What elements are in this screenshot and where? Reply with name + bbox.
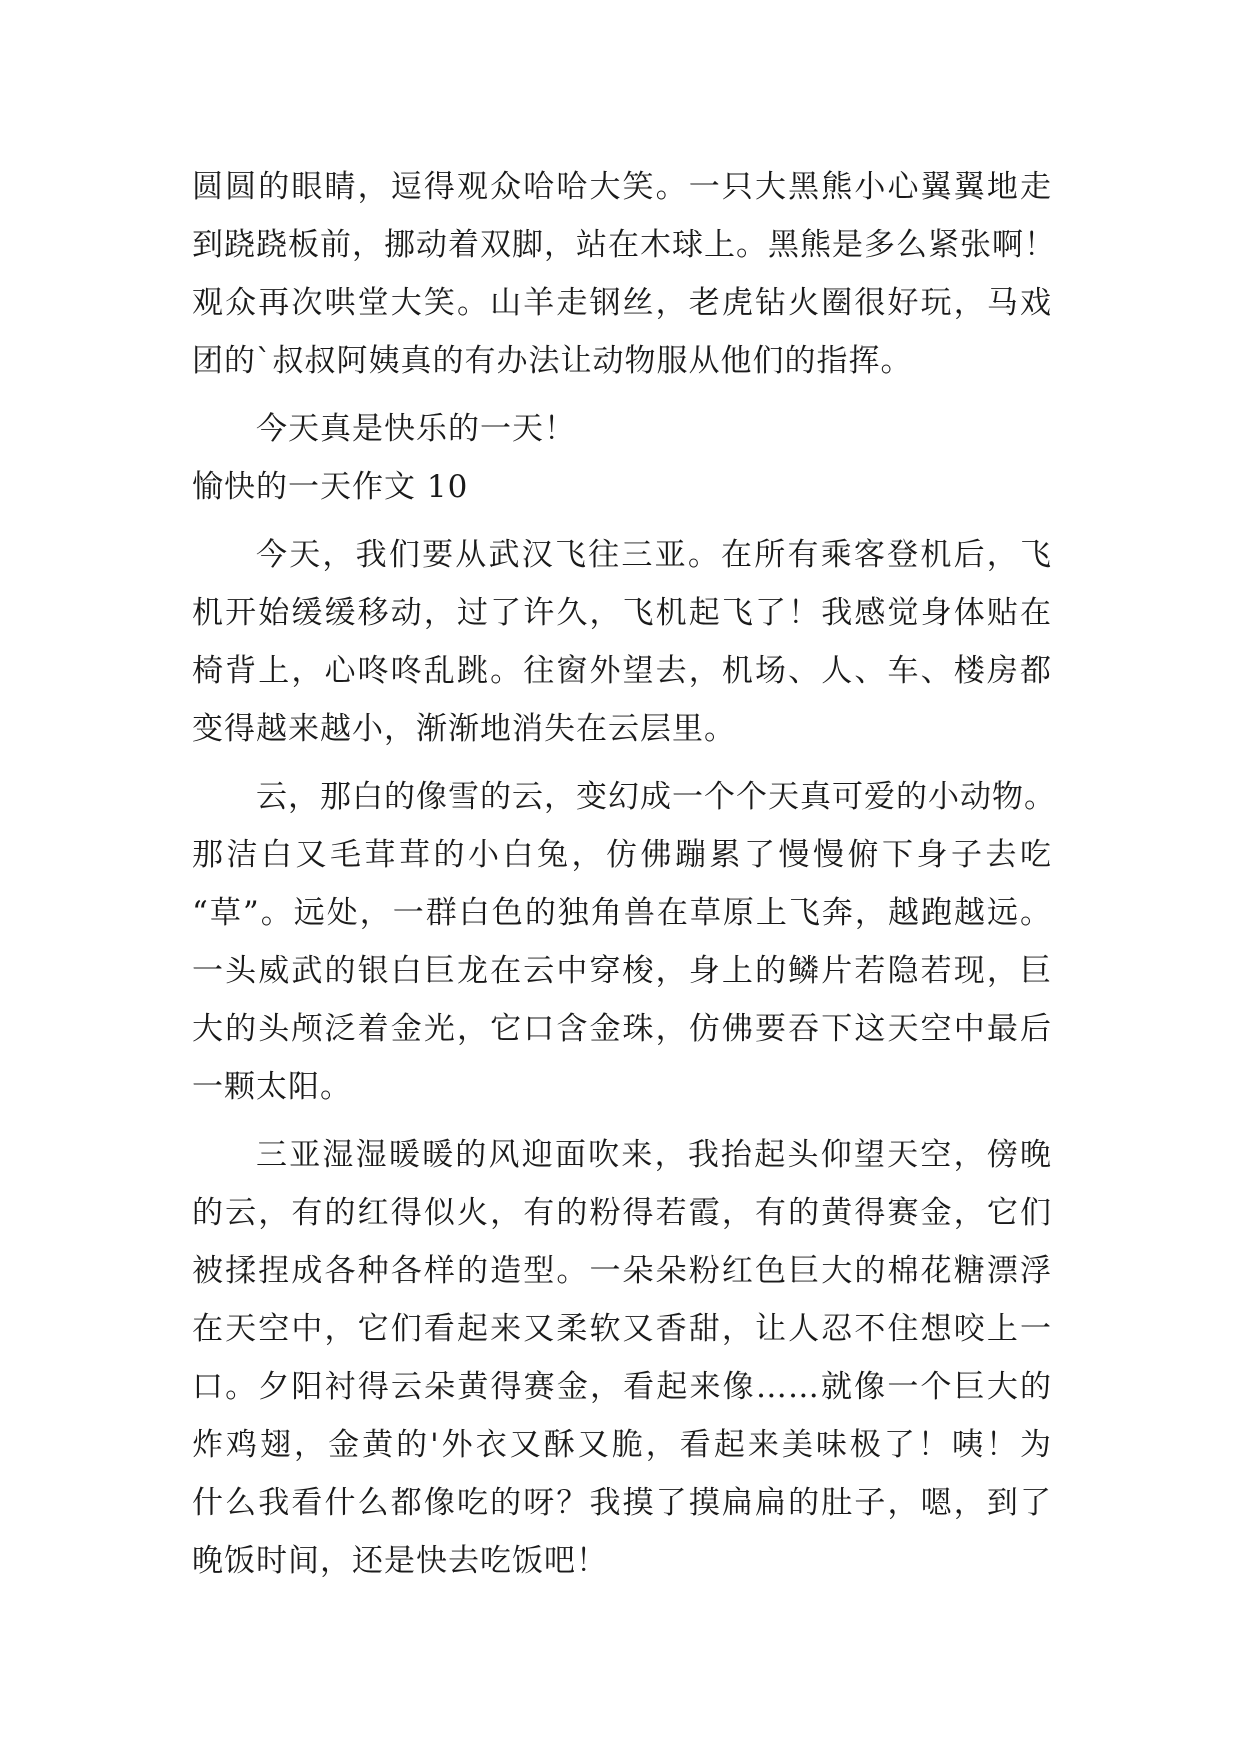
text-line: 被揉捏成各种各样的造型。一朵朵粉红色巨大的棉花糖漂浮 — [192, 1253, 1052, 1289]
paragraph-happy-day — [192, 400, 1052, 458]
paragraph-sanya-sunset — [192, 1126, 1052, 1590]
text-line: 那洁白又毛茸茸的小白兔，仿佛蹦累了慢慢俯下身子去吃 — [192, 837, 1052, 873]
text-line: 到跷跷板前，挪动着双脚，站在木球上。黑熊是多么紧张啊！ — [192, 227, 1056, 263]
text-line: 今天真是快乐的一天！ — [256, 411, 576, 447]
document-page — [192, 158, 1056, 1590]
text-line: 椅背上，心咚咚乱跳。往窗外望去，机场、人、车、楼房都 — [192, 653, 1052, 689]
text-line: 一颗太阳。 — [192, 1069, 352, 1105]
text-line: 团的`叔叔阿姨真的有办法让动物服从他们的指挥。 — [192, 343, 913, 379]
paragraph-flight — [192, 526, 1052, 758]
text-line: 口。夕阳衬得云朵黄得赛金，看起来像……就像一个巨大的 — [192, 1369, 1052, 1405]
text-line: 三亚湿湿暖暖的风迎面吹来，我抬起头仰望天空，傍晚 — [256, 1137, 1052, 1173]
text-line: “草”。远处，一群白色的独角兽在草原上飞奔，越跑越远。 — [192, 895, 1052, 931]
text-line: 大的头颅泛着金光，它口含金珠，仿佛要吞下这天空中最后 — [192, 1011, 1052, 1047]
text-line: 在天空中，它们看起来又柔软又香甜，让人忍不住想咬上一 — [192, 1311, 1052, 1347]
text-line: 变得越来越小，渐渐地消失在云层里。 — [192, 711, 736, 747]
paragraph-circus-end — [192, 158, 1056, 390]
text-line: 云，那白的像雪的云，变幻成一个个天真可爱的小动物。 — [256, 779, 1056, 815]
text-line: 圆圆的眼睛，逗得观众哈哈大笑。一只大黑熊小心翼翼地走 — [192, 169, 1052, 205]
text-line: 机开始缓缓移动，过了许久，飞机起飞了！我感觉身体贴在 — [192, 595, 1052, 631]
text-line: 炸鸡翅，金黄的'外衣又酥又脆，看起来美味极了！咦！为 — [192, 1427, 1052, 1463]
text-line: 观众再次哄堂大笑。山羊走钢丝，老虎钻火圈很好玩，马戏 — [192, 285, 1052, 321]
text-line: 一头威武的银白巨龙在云中穿梭，身上的鳞片若隐若现，巨 — [192, 953, 1052, 989]
text-line: 什么我看什么都像吃的呀？我摸了摸扁扁的肚子，嗯，到了 — [192, 1485, 1052, 1521]
text-line: 晚饭时间，还是快去吃饭吧！ — [192, 1543, 608, 1579]
text-line: 今天，我们要从武汉飞往三亚。在所有乘客登机后，飞 — [256, 537, 1052, 573]
paragraph-clouds — [192, 768, 1056, 1116]
essay-heading: 愉快的一天作文 10 — [192, 469, 469, 505]
text-line: 的云，有的红得似火，有的粉得若霞，有的黄得赛金，它们 — [192, 1195, 1052, 1231]
